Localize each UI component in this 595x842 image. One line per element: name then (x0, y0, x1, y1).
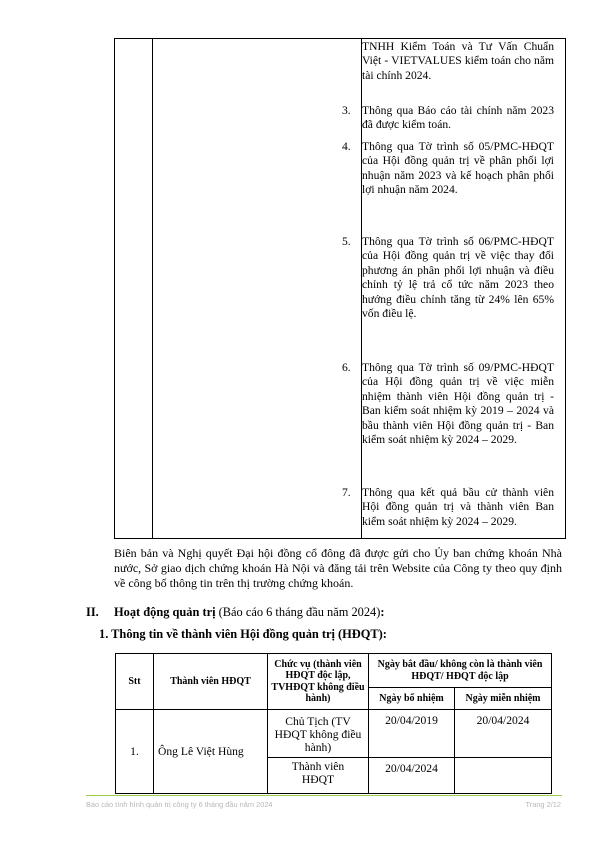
footer-rule (86, 795, 562, 796)
header-stt: Stt (116, 654, 154, 710)
page-number: Trang 2/12 (525, 800, 561, 809)
section-number: II. (86, 605, 99, 619)
row-appointed: 20/04/2024 (369, 758, 455, 794)
header-position: Chức vụ (thành viên HĐQT độc lập, TVHĐQT không điều hành) (268, 654, 369, 710)
header-member: Thành viên HĐQT (154, 654, 268, 710)
section-title: Hoạt động quản trị (114, 605, 216, 619)
board-members-table (115, 653, 552, 794)
footer-title: Báo cáo tình hình quản trị công ty 6 tháng đầu năm 2024 (86, 800, 273, 809)
row-member-name: Ông Lê Việt Hùng (154, 710, 268, 794)
row-position: Thành viên HĐQT (268, 758, 369, 794)
header-appointed: Ngày bổ nhiệm (369, 688, 455, 710)
continuation-text: TNHH Kiểm Toán và Tư Vấn Chuẩn Việt - VIETVALUES kiểm toán cho năm tài chính 2024. (362, 40, 554, 82)
stt-cell (115, 39, 153, 539)
section-note: (Báo cáo 6 tháng đầu năm 2024) (215, 605, 381, 619)
row-appointed: 20/04/2019 (369, 710, 455, 758)
row-dismissed (455, 758, 552, 794)
row-position: Chủ Tịch (TV HĐQT không điều hành) (268, 710, 369, 758)
header-dismissed: Ngày miễn nhiệm (455, 688, 552, 710)
content-cell (153, 39, 362, 539)
subsection-heading: 1. Thông tin về thành viên Hội đồng quản trị (HĐQT): (99, 627, 387, 641)
row-dismissed: 20/04/2024 (455, 710, 552, 758)
header-dates-group: Ngày bắt đầu/ không còn là thành viên HĐQT/ HĐQT độc lập (369, 654, 552, 688)
row-stt: 1. (116, 710, 154, 794)
minutes-paragraph: Biên bản và Nghị quyết Đại hội đồng cổ đông đã được gửi cho Ủy ban chứng khoán Nhà nước, Sở giao dịch chứng khoán Hà Nội và đăng tải trên Website của Công ty theo quy định về công bố thông tin trên thị trường chứng khoán. (114, 546, 562, 591)
table-row (116, 710, 552, 758)
